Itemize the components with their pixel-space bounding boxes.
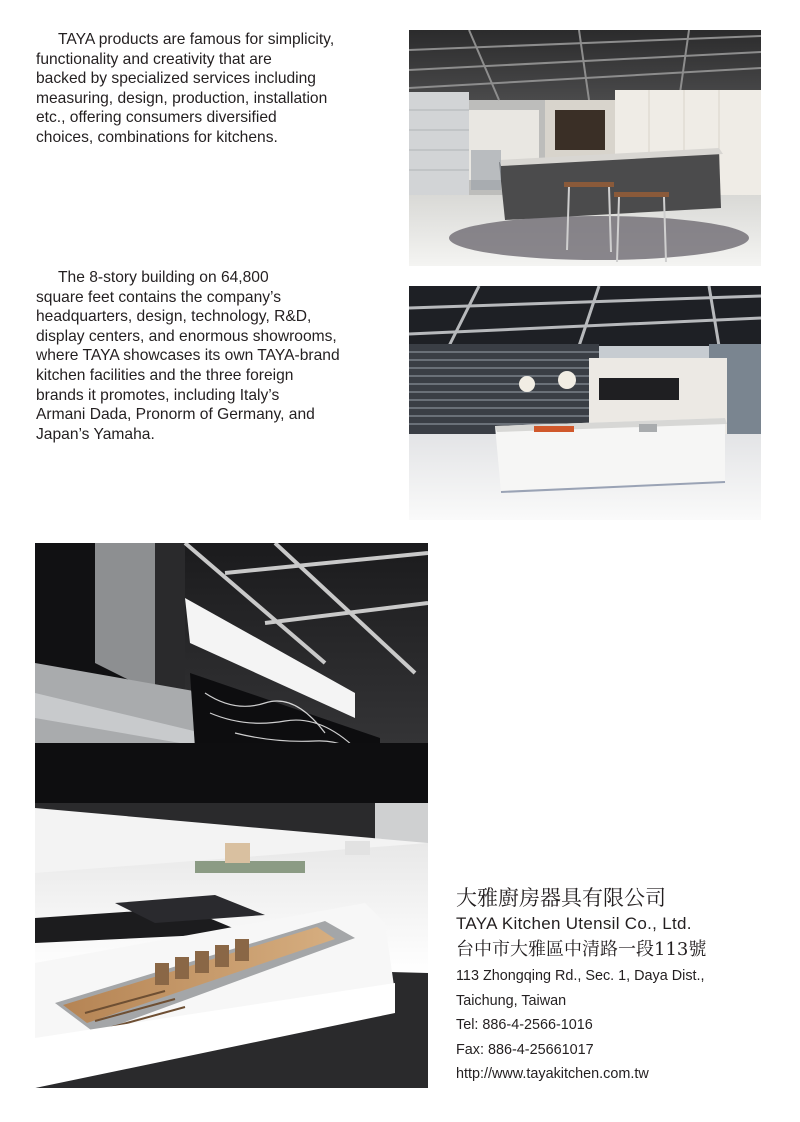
kitchen-showroom-island-photo [409, 30, 761, 266]
building-line: Japan’s Yamaha. [36, 425, 155, 443]
address-chinese: 台中市大雅區中清路一段113號 [456, 939, 707, 960]
building-line: brands it promotes, including Italy’s [36, 386, 280, 404]
intro-line: TAYA products are famous for simplicity, [58, 31, 335, 48]
building-line: Armani Dada, Pronorm of Germany, and [36, 406, 315, 424]
building-line: display centers, and enormous showrooms, [36, 327, 337, 345]
company-info [456, 884, 786, 1087]
telephone: Tel: 886-4-2566-1016 [456, 1017, 593, 1033]
building-line: where TAYA showcases its own TAYA-brand [36, 347, 340, 365]
building-paragraph [36, 268, 381, 444]
intro-line: functionality and creativity that are [36, 50, 272, 68]
intro-paragraph [36, 30, 381, 148]
intro-line: choices, combinations for kitchens. [36, 128, 278, 146]
intro-line: etc., offering consumers diversified [36, 109, 277, 127]
building-line: The 8-story building on 64,800 [58, 269, 269, 286]
intro-line: measuring, design, production, installation [36, 89, 328, 107]
white-kitchen-showroom-photo [409, 286, 761, 520]
company-name-chinese: 大雅廚房器具有限公司 [456, 886, 666, 910]
kitchen-drawer-closeup-photo [35, 543, 428, 1088]
address-english-line-2: Taichung, Taiwan [456, 992, 567, 1009]
fax: Fax: 886-4-25661017 [456, 1041, 594, 1058]
intro-line: backed by specialized services including [36, 70, 316, 88]
building-line: square feet contains the company’s [36, 288, 282, 306]
website-link[interactable]: http://www.tayakitchen.com.tw [456, 1066, 649, 1082]
address-english-line-1: 113 Zhongqing Rd., Sec. 1, Daya Dist., [456, 968, 705, 984]
company-name-english: TAYA Kitchen Utensil Co., Ltd. [456, 914, 692, 933]
building-line: headquarters, design, technology, R&D, [36, 308, 312, 326]
building-line: kitchen facilities and the three foreign [36, 366, 294, 384]
